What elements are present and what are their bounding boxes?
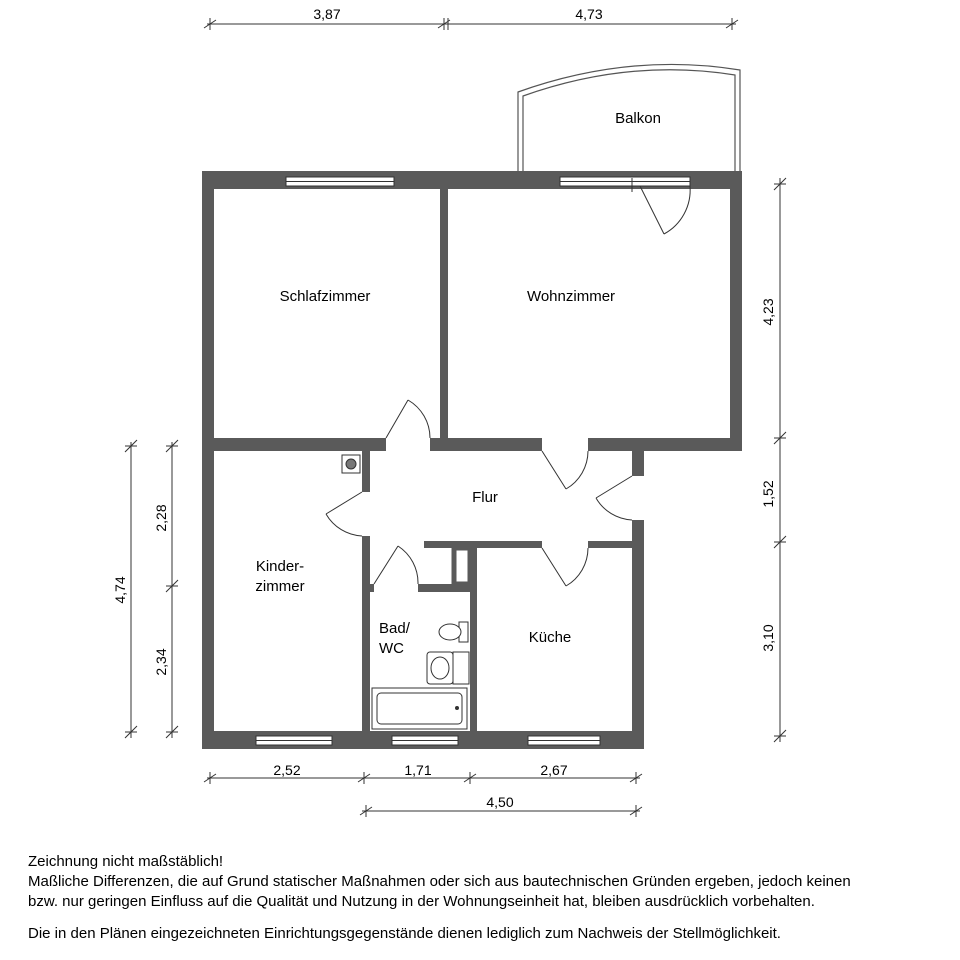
room-label-kinderzimmer-2: zimmer xyxy=(255,578,305,595)
dim-right-middle: 1,52 xyxy=(760,480,776,508)
room-label-bad-2: WC xyxy=(379,640,404,657)
door-openings xyxy=(362,438,644,592)
note-line-2: Maßliche Differenzen, die auf Grund statischer Maßnahmen oder sich aus bautechnischen Gründen ergeben, jedoch keinen xyxy=(28,873,851,890)
dim-bottom-total: 4,50 xyxy=(486,794,514,810)
dim-right-upper: 4,23 xyxy=(760,298,776,326)
dim-bottom-right: 2,67 xyxy=(540,762,568,778)
dim-bottom-left: 2,52 xyxy=(273,762,301,778)
dim-left-total: 4,74 xyxy=(112,576,128,604)
dim-left-upper: 2,28 xyxy=(153,504,169,532)
room-label-schlafzimmer: Schlafzimmer xyxy=(279,288,371,305)
disclaimer-notes xyxy=(28,852,948,944)
dim-left-lower: 2,34 xyxy=(153,648,169,676)
room-label-flur: Flur xyxy=(472,489,498,506)
room-label-wohnzimmer: Wohnzimmer xyxy=(526,288,616,305)
dim-right-lower: 3,10 xyxy=(760,624,776,652)
dim-top-left: 3,87 xyxy=(313,6,341,22)
room-label-kinderzimmer-1: Kinder- xyxy=(255,558,305,575)
note-line-4: Die in den Plänen eingezeichneten Einrichtungsgegenstände dienen lediglich zum Nachweis der Stellmöglichkeit. xyxy=(28,925,781,942)
bathtub-icon xyxy=(372,688,467,729)
room-label-balkon: Balkon xyxy=(615,110,661,127)
chimney-icon xyxy=(342,455,360,473)
toilet-icon xyxy=(439,622,468,642)
dim-bottom-middle: 1,71 xyxy=(404,762,432,778)
sink-icon xyxy=(427,652,469,684)
walls xyxy=(202,171,742,749)
dim-top-right: 4,73 xyxy=(575,6,603,22)
room-label-bad-1: Bad/ xyxy=(379,620,410,637)
note-line-3: bzw. nur geringen Einfluss auf die Qualität und Nutzung in der Wohnungseinheit hat, bleiben ausdrücklich vorbehalten. xyxy=(28,893,815,910)
note-line-1: Zeichnung nicht maßstäblich! xyxy=(28,853,224,870)
room-label-kueche: Küche xyxy=(528,629,572,646)
